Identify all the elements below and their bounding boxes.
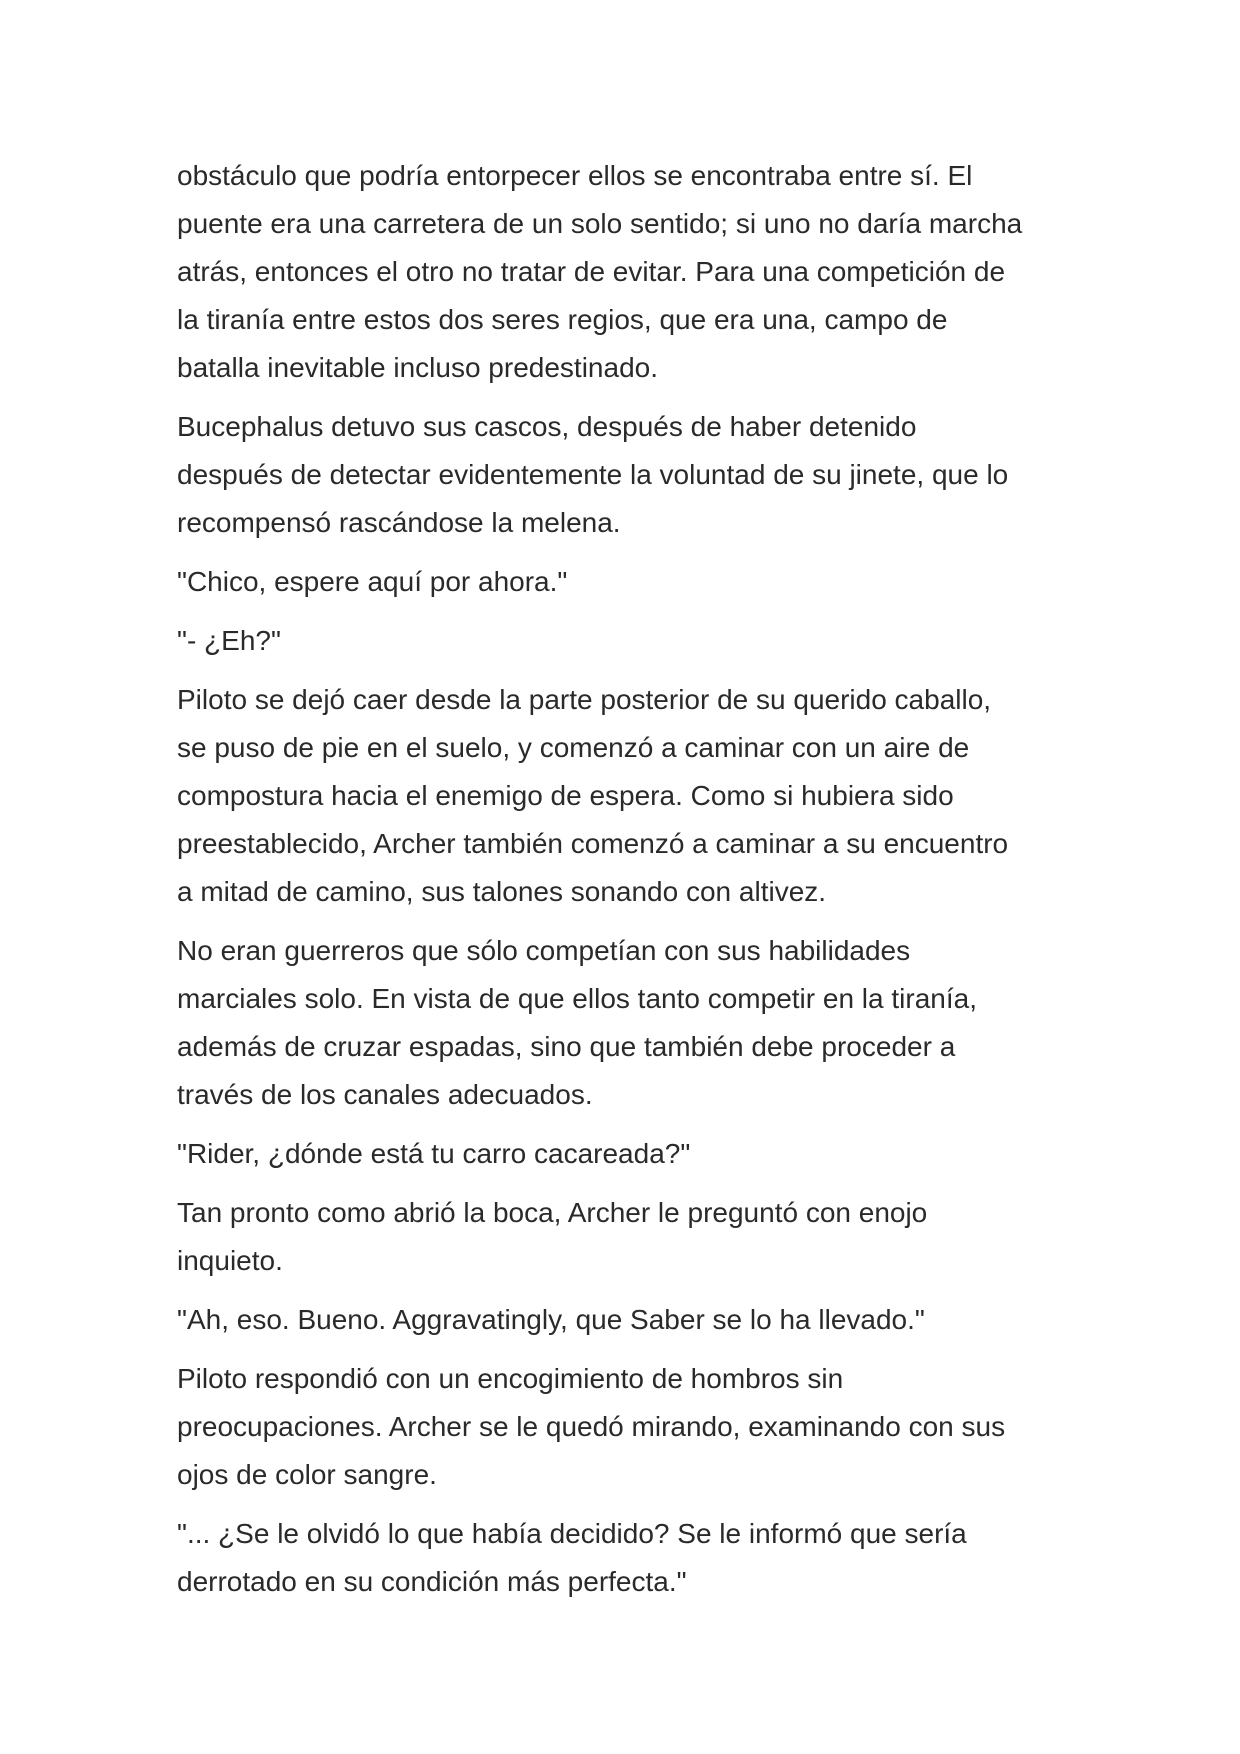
text-line: la tiranía entre estos dos seres regios, que era una, campo de [177, 304, 948, 335]
text-line: Piloto se dejó caer desde la parte posterior de su querido caballo, [177, 684, 992, 715]
text-line: "Rider, ¿dónde está tu carro cacareada?" [177, 1138, 691, 1169]
paragraph [177, 1510, 1077, 1606]
paragraph [177, 152, 1077, 392]
text-line: través de los canales adecuados. [177, 1079, 593, 1110]
text-line: batalla inevitable incluso predestinado. [177, 352, 658, 383]
text-line: "- ¿Eh?" [177, 625, 281, 656]
paragraph [177, 1296, 1077, 1344]
text-line: recompensó rascándose la melena. [177, 507, 621, 538]
paragraph [177, 1130, 1077, 1178]
paragraph [177, 927, 1077, 1119]
text-line: a mitad de camino, sus talones sonando con altivez. [177, 876, 827, 907]
text-line: derrotado en su condición más perfecta." [177, 1566, 687, 1597]
text-line: "... ¿Se le olvidó lo que había decidido? Se le informó que sería [177, 1518, 967, 1549]
text-line: además de cruzar espadas, sino que también debe proceder a [177, 1031, 956, 1062]
text-line: marciales solo. En vista de que ellos tanto competir en la tiranía, [177, 983, 977, 1014]
text-line: inquieto. [177, 1245, 283, 1276]
paragraph [177, 403, 1077, 547]
text-line: Piloto respondió con un encogimiento de hombros sin [177, 1363, 844, 1394]
text-line: "Chico, espere aquí por ahora." [177, 566, 568, 597]
text-line: puente era una carretera de un solo sentido; si uno no daría marcha [177, 208, 1023, 239]
text-line: No eran guerreros que sólo competían con sus habilidades [177, 935, 911, 966]
text-line: Bucephalus detuvo sus cascos, después de haber detenido [177, 411, 917, 442]
text-line: "Ah, eso. Bueno. Aggravatingly, que Saber se lo ha llevado." [177, 1304, 925, 1335]
text-line: obstáculo que podría entorpecer ellos se encontraba entre sí. El [177, 160, 973, 191]
paragraph [177, 676, 1077, 916]
paragraph [177, 617, 1077, 665]
text-line: atrás, entonces el otro no tratar de evitar. Para una competición de [177, 256, 1006, 287]
paragraph [177, 1189, 1077, 1285]
paragraph [177, 1355, 1077, 1499]
text-line: Tan pronto como abrió la boca, Archer le preguntó con enojo [177, 1197, 928, 1228]
body-text [177, 152, 1077, 1617]
text-line: preestablecido, Archer también comenzó a caminar a su encuentro [177, 828, 1009, 859]
text-line: ojos de color sangre. [177, 1459, 437, 1490]
paragraph [177, 558, 1077, 606]
text-line: compostura hacia el enemigo de espera. Como si hubiera sido [177, 780, 954, 811]
text-line: después de detectar evidentemente la voluntad de su jinete, que lo [177, 459, 1009, 490]
text-line: se puso de pie en el suelo, y comenzó a caminar con un aire de [177, 732, 970, 763]
text-line: preocupaciones. Archer se le quedó mirando, examinando con sus [177, 1411, 1006, 1442]
